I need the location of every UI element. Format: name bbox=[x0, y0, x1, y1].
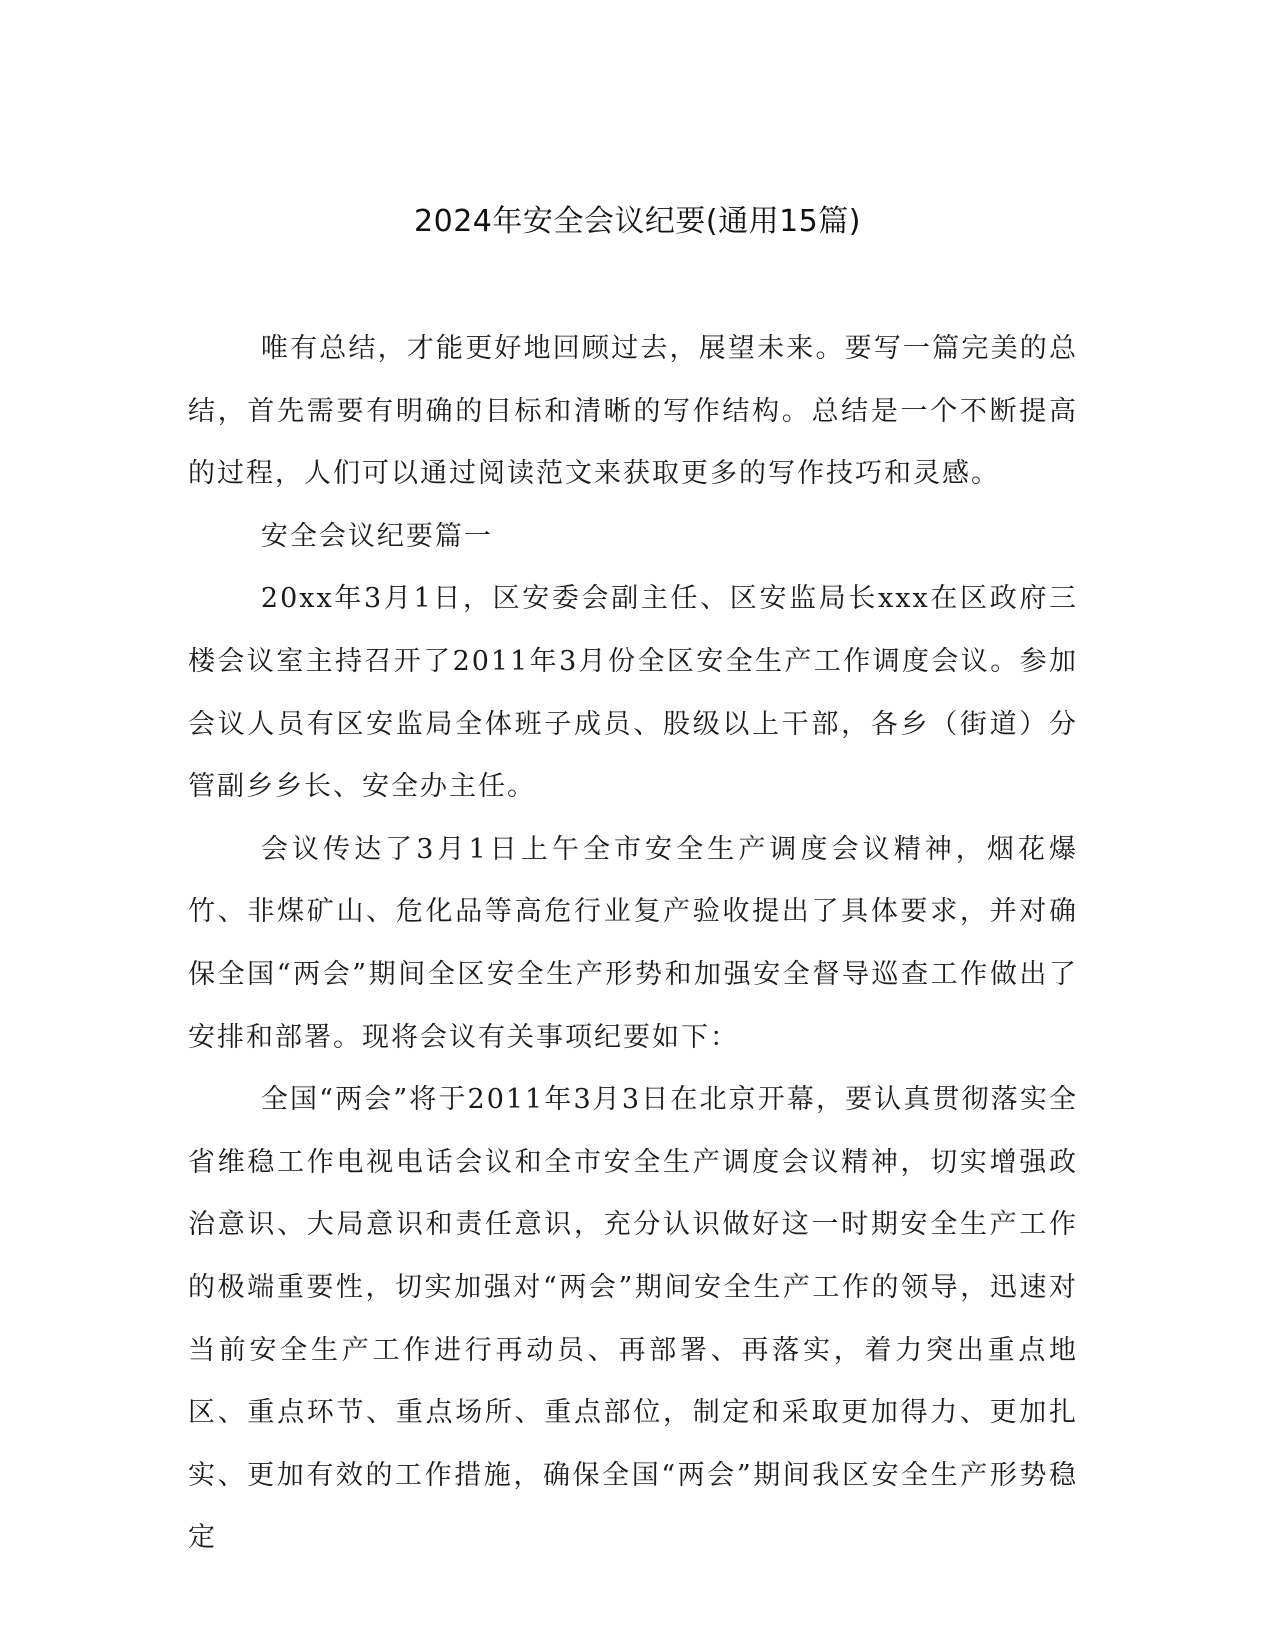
meeting-paragraph: 20xx年3月1日，区安委会副主任、区安监局长xxx在区政府三楼会议室主持召开了2011年3月份全区安全生产工作调度会议。参加会议人员有区安监局全体班子成员、股级以上干部，各乡（街道）分管副乡乡长、安全办主任。 bbox=[188, 583, 1078, 803]
content-paragraph: 会议传达了3月1日上午全市安全生产调度会议精神，烟花爆竹、非煤矿山、危化品等高危行业复产验收提出了具体要求，并对确保全国“两会”期间全区安全生产形势和加强安全督导巡查工作做出了安排和部署。现将会议有关事项纪要如下： bbox=[188, 833, 1078, 1053]
document-title: 2024年安全会议纪要(通用15篇) bbox=[414, 204, 861, 239]
requirements-paragraph: 全国“两会”将于2011年3月3日在北京开幕，要认真贯彻落实全省维稳工作电视电话会议和全市安全生产调度会议精神，切实增强政治意识、大局意识和责任意识，充分认识做好这一时期安全生产工作的极端重要性，切实加强对“两会”期间安全生产工作的领导，迅速对当前安全生产工作进行再动员、再部署、再落实，着力突出重点地区、重点环节、重点场所、重点部位，制定和采取更加得力、更加扎实、更加有效的工作措施，确保全国“两会”期间我区安全生产形势稳定 bbox=[188, 1084, 1078, 1554]
section-heading: 安全会议纪要篇一 bbox=[260, 520, 493, 552]
document-body bbox=[188, 318, 1078, 1570]
intro-paragraph: 唯有总结，才能更好地回顾过去，展望未来。要写一篇完美的总结，首先需要有明确的目标和清晰的写作结构。总结是一个不断提高的过程，人们可以通过阅读范文来获取更多的写作技巧和灵感。 bbox=[188, 333, 1078, 490]
